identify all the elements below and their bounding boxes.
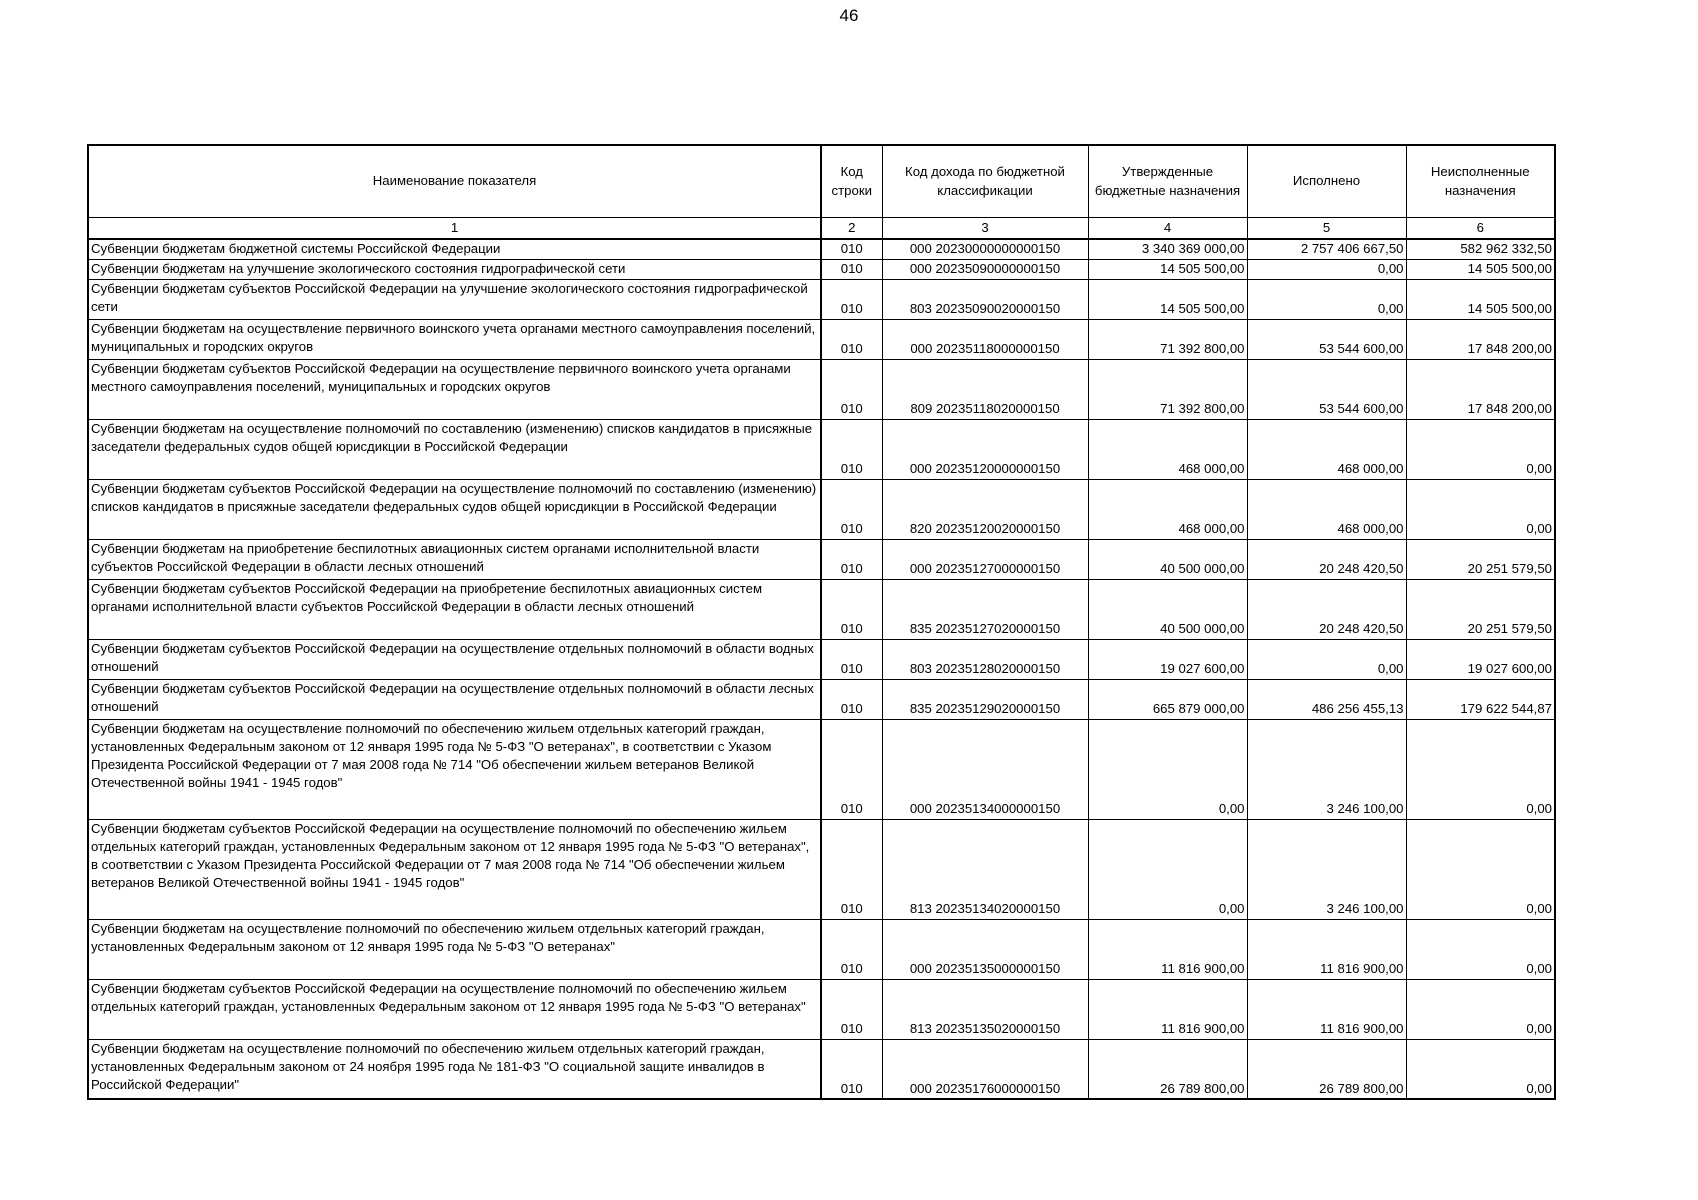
row-line-code-cell: 010 [821, 1039, 882, 1099]
table-row [88, 1039, 1555, 1099]
row-executed-cell: 26 789 800,00 [1247, 1039, 1406, 1099]
row-line-code-cell: 010 [821, 539, 882, 579]
header-line-code: Код строки [821, 145, 882, 218]
row-income-code-cell: 000 20235127000000150 [882, 539, 1088, 579]
row-name-cell: Субвенции бюджетам субъектов Российской Федерации на осуществление полномочий по составлению (изменению) списков кандидатов в присяжные заседатели федеральных судов общей юрисдикции в Российской Федерации [88, 479, 821, 539]
row-executed-cell: 0,00 [1247, 279, 1406, 319]
table-header-row [88, 145, 1555, 218]
row-name-cell: Субвенции бюджетам субъектов Российской Федерации на осуществление отдельных полномочий в области водных отношений [88, 639, 821, 679]
row-executed-cell: 3 246 100,00 [1247, 819, 1406, 919]
row-name-cell: Субвенции бюджетам на улучшение экологического состояния гидрографической сети [88, 259, 821, 279]
row-income-code-cell: 000 20235134000000150 [882, 719, 1088, 819]
row-unexecuted-cell: 0,00 [1406, 1039, 1555, 1099]
row-name-cell: Субвенции бюджетам на осуществление полномочий по составлению (изменению) списков кандидатов в присяжные заседатели федеральных судов общей юрисдикции в Российской Федерации [88, 419, 821, 479]
row-executed-cell: 20 248 420,50 [1247, 579, 1406, 639]
row-name-cell: Субвенции бюджетам на осуществление полномочий по обеспечению жильем отдельных категорий граждан, установленных Федеральным законом от 24 ноября 1995 года № 181-ФЗ "О социальной защите инвалидов в Российской Федерации" [88, 1039, 821, 1099]
row-unexecuted-cell: 20 251 579,50 [1406, 579, 1555, 639]
row-line-code-cell: 010 [821, 579, 882, 639]
row-approved-cell: 19 027 600,00 [1088, 639, 1247, 679]
row-unexecuted-cell: 179 622 544,87 [1406, 679, 1555, 719]
header-name: Наименование показателя [88, 145, 821, 218]
header-unexecuted: Неисполненные назначения [1406, 145, 1555, 218]
row-income-code-cell: 803 20235090020000150 [882, 279, 1088, 319]
row-name-cell: Субвенции бюджетам субъектов Российской Федерации на улучшение экологического состояния гидрографической сети [88, 279, 821, 319]
column-number: 1 [88, 218, 821, 240]
row-executed-cell: 0,00 [1247, 259, 1406, 279]
row-executed-cell: 468 000,00 [1247, 419, 1406, 479]
row-approved-cell: 468 000,00 [1088, 479, 1247, 539]
row-executed-cell: 20 248 420,50 [1247, 539, 1406, 579]
row-unexecuted-cell: 0,00 [1406, 419, 1555, 479]
column-number: 5 [1247, 218, 1406, 240]
row-income-code-cell: 835 20235127020000150 [882, 579, 1088, 639]
row-line-code-cell: 010 [821, 279, 882, 319]
row-income-code-cell: 835 20235129020000150 [882, 679, 1088, 719]
table-row [88, 639, 1555, 679]
row-income-code-cell: 813 20235134020000150 [882, 819, 1088, 919]
row-executed-cell: 486 256 455,13 [1247, 679, 1406, 719]
row-unexecuted-cell: 0,00 [1406, 919, 1555, 979]
row-line-code-cell: 010 [821, 259, 882, 279]
row-unexecuted-cell: 14 505 500,00 [1406, 279, 1555, 319]
table-row [88, 359, 1555, 419]
row-approved-cell: 14 505 500,00 [1088, 279, 1247, 319]
row-income-code-cell: 000 20235118000000150 [882, 319, 1088, 359]
row-unexecuted-cell: 0,00 [1406, 819, 1555, 919]
row-line-code-cell: 010 [821, 979, 882, 1039]
row-approved-cell: 468 000,00 [1088, 419, 1247, 479]
row-approved-cell: 14 505 500,00 [1088, 259, 1247, 279]
row-approved-cell: 11 816 900,00 [1088, 919, 1247, 979]
row-line-code-cell: 010 [821, 639, 882, 679]
table-row [88, 979, 1555, 1039]
row-executed-cell: 468 000,00 [1247, 479, 1406, 539]
column-number: 4 [1088, 218, 1247, 240]
row-approved-cell: 71 392 800,00 [1088, 319, 1247, 359]
table-row [88, 919, 1555, 979]
row-line-code-cell: 010 [821, 359, 882, 419]
row-line-code-cell: 010 [821, 819, 882, 919]
column-number-row [88, 218, 1555, 240]
row-executed-cell: 53 544 600,00 [1247, 319, 1406, 359]
report-table [87, 144, 1556, 1100]
row-approved-cell: 0,00 [1088, 719, 1247, 819]
row-name-cell: Субвенции бюджетам субъектов Российской Федерации на осуществление полномочий по обеспечению жильем отдельных категорий граждан, установленных Федеральным законом от 12 января 1995 года № 5-ФЗ "О ветеранах", в соответствии с Указом Президента Российской Федерации от 7 мая 2008 года № 714 "Об обеспечении жильем ветеранов Великой Отечественной войны 1941 - 1945 годов" [88, 819, 821, 919]
table-row [88, 819, 1555, 919]
row-income-code-cell: 000 20230000000000150 [882, 239, 1088, 259]
row-line-code-cell: 010 [821, 679, 882, 719]
row-unexecuted-cell: 0,00 [1406, 479, 1555, 539]
row-name-cell: Субвенции бюджетам субъектов Российской Федерации на осуществление первичного воинского учета органами местного самоуправления поселений, муниципальных и городских округов [88, 359, 821, 419]
header-approved: Утвержденные бюджетные назначения [1088, 145, 1247, 218]
table-row [88, 479, 1555, 539]
row-unexecuted-cell: 17 848 200,00 [1406, 359, 1555, 419]
row-unexecuted-cell: 0,00 [1406, 979, 1555, 1039]
row-line-code-cell: 010 [821, 239, 882, 259]
row-name-cell: Субвенции бюджетам субъектов Российской Федерации на осуществление отдельных полномочий в области лесных отношений [88, 679, 821, 719]
row-name-cell: Субвенции бюджетам субъектов Российской Федерации на приобретение беспилотных авиационных систем органами исполнительной власти субъектов Российской Федерации в области лесных отношений [88, 579, 821, 639]
row-name-cell: Субвенции бюджетам на осуществление полномочий по обеспечению жильем отдельных категорий граждан, установленных Федеральным законом от 12 января 1995 года № 5-ФЗ "О ветеранах" [88, 919, 821, 979]
row-approved-cell: 26 789 800,00 [1088, 1039, 1247, 1099]
row-unexecuted-cell: 14 505 500,00 [1406, 259, 1555, 279]
row-line-code-cell: 010 [821, 419, 882, 479]
row-approved-cell: 3 340 369 000,00 [1088, 239, 1247, 259]
row-name-cell: Субвенции бюджетам на осуществление полномочий по обеспечению жильем отдельных категорий граждан, установленных Федеральным законом от 12 января 1995 года № 5-ФЗ "О ветеранах", в соответствии с Указом Президента Российской Федерации от 7 мая 2008 года № 714 "Об обеспечении жильем ветеранов Великой Отечественной войны 1941 - 1945 годов" [88, 719, 821, 819]
row-income-code-cell: 813 20235135020000150 [882, 979, 1088, 1039]
row-income-code-cell: 820 20235120020000150 [882, 479, 1088, 539]
table-row [88, 279, 1555, 319]
row-income-code-cell: 000 20235120000000150 [882, 419, 1088, 479]
page-number: 46 [839, 6, 859, 25]
row-unexecuted-cell: 19 027 600,00 [1406, 639, 1555, 679]
row-income-code-cell: 000 20235135000000150 [882, 919, 1088, 979]
row-line-code-cell: 010 [821, 319, 882, 359]
row-approved-cell: 665 879 000,00 [1088, 679, 1247, 719]
row-approved-cell: 40 500 000,00 [1088, 579, 1247, 639]
row-executed-cell: 0,00 [1247, 639, 1406, 679]
row-line-code-cell: 010 [821, 919, 882, 979]
table-row [88, 679, 1555, 719]
table-row [88, 579, 1555, 639]
row-income-code-cell: 000 20235176000000150 [882, 1039, 1088, 1099]
row-income-code-cell: 000 20235090000000150 [882, 259, 1088, 279]
column-number: 3 [882, 218, 1088, 240]
table-row [88, 239, 1555, 259]
row-unexecuted-cell: 582 962 332,50 [1406, 239, 1555, 259]
table-row [88, 419, 1555, 479]
column-number: 2 [821, 218, 882, 240]
row-approved-cell: 40 500 000,00 [1088, 539, 1247, 579]
row-executed-cell: 3 246 100,00 [1247, 719, 1406, 819]
header-income-code: Код дохода по бюджетной классификации [882, 145, 1088, 218]
row-income-code-cell: 803 20235128020000150 [882, 639, 1088, 679]
row-executed-cell: 53 544 600,00 [1247, 359, 1406, 419]
row-unexecuted-cell: 20 251 579,50 [1406, 539, 1555, 579]
row-line-code-cell: 010 [821, 719, 882, 819]
table-row [88, 539, 1555, 579]
row-approved-cell: 0,00 [1088, 819, 1247, 919]
row-approved-cell: 71 392 800,00 [1088, 359, 1247, 419]
row-executed-cell: 2 757 406 667,50 [1247, 239, 1406, 259]
row-unexecuted-cell: 0,00 [1406, 719, 1555, 819]
header-executed: Исполнено [1247, 145, 1406, 218]
row-income-code-cell: 809 20235118020000150 [882, 359, 1088, 419]
table-row [88, 719, 1555, 819]
column-number: 6 [1406, 218, 1555, 240]
row-approved-cell: 11 816 900,00 [1088, 979, 1247, 1039]
row-name-cell: Субвенции бюджетам субъектов Российской Федерации на осуществление полномочий по обеспечению жильем отдельных категорий граждан, установленных Федеральным законом от 12 января 1995 года № 5-ФЗ "О ветеранах" [88, 979, 821, 1039]
row-name-cell: Субвенции бюджетам на осуществление первичного воинского учета органами местного самоуправления поселений, муниципальных и городских округов [88, 319, 821, 359]
table-row [88, 319, 1555, 359]
row-executed-cell: 11 816 900,00 [1247, 919, 1406, 979]
row-unexecuted-cell: 17 848 200,00 [1406, 319, 1555, 359]
row-executed-cell: 11 816 900,00 [1247, 979, 1406, 1039]
row-name-cell: Субвенции бюджетам бюджетной системы Российской Федерации [88, 239, 821, 259]
row-line-code-cell: 010 [821, 479, 882, 539]
table-row [88, 259, 1555, 279]
row-name-cell: Субвенции бюджетам на приобретение беспилотных авиационных систем органами исполнительной власти субъектов Российской Федерации в области лесных отношений [88, 539, 821, 579]
